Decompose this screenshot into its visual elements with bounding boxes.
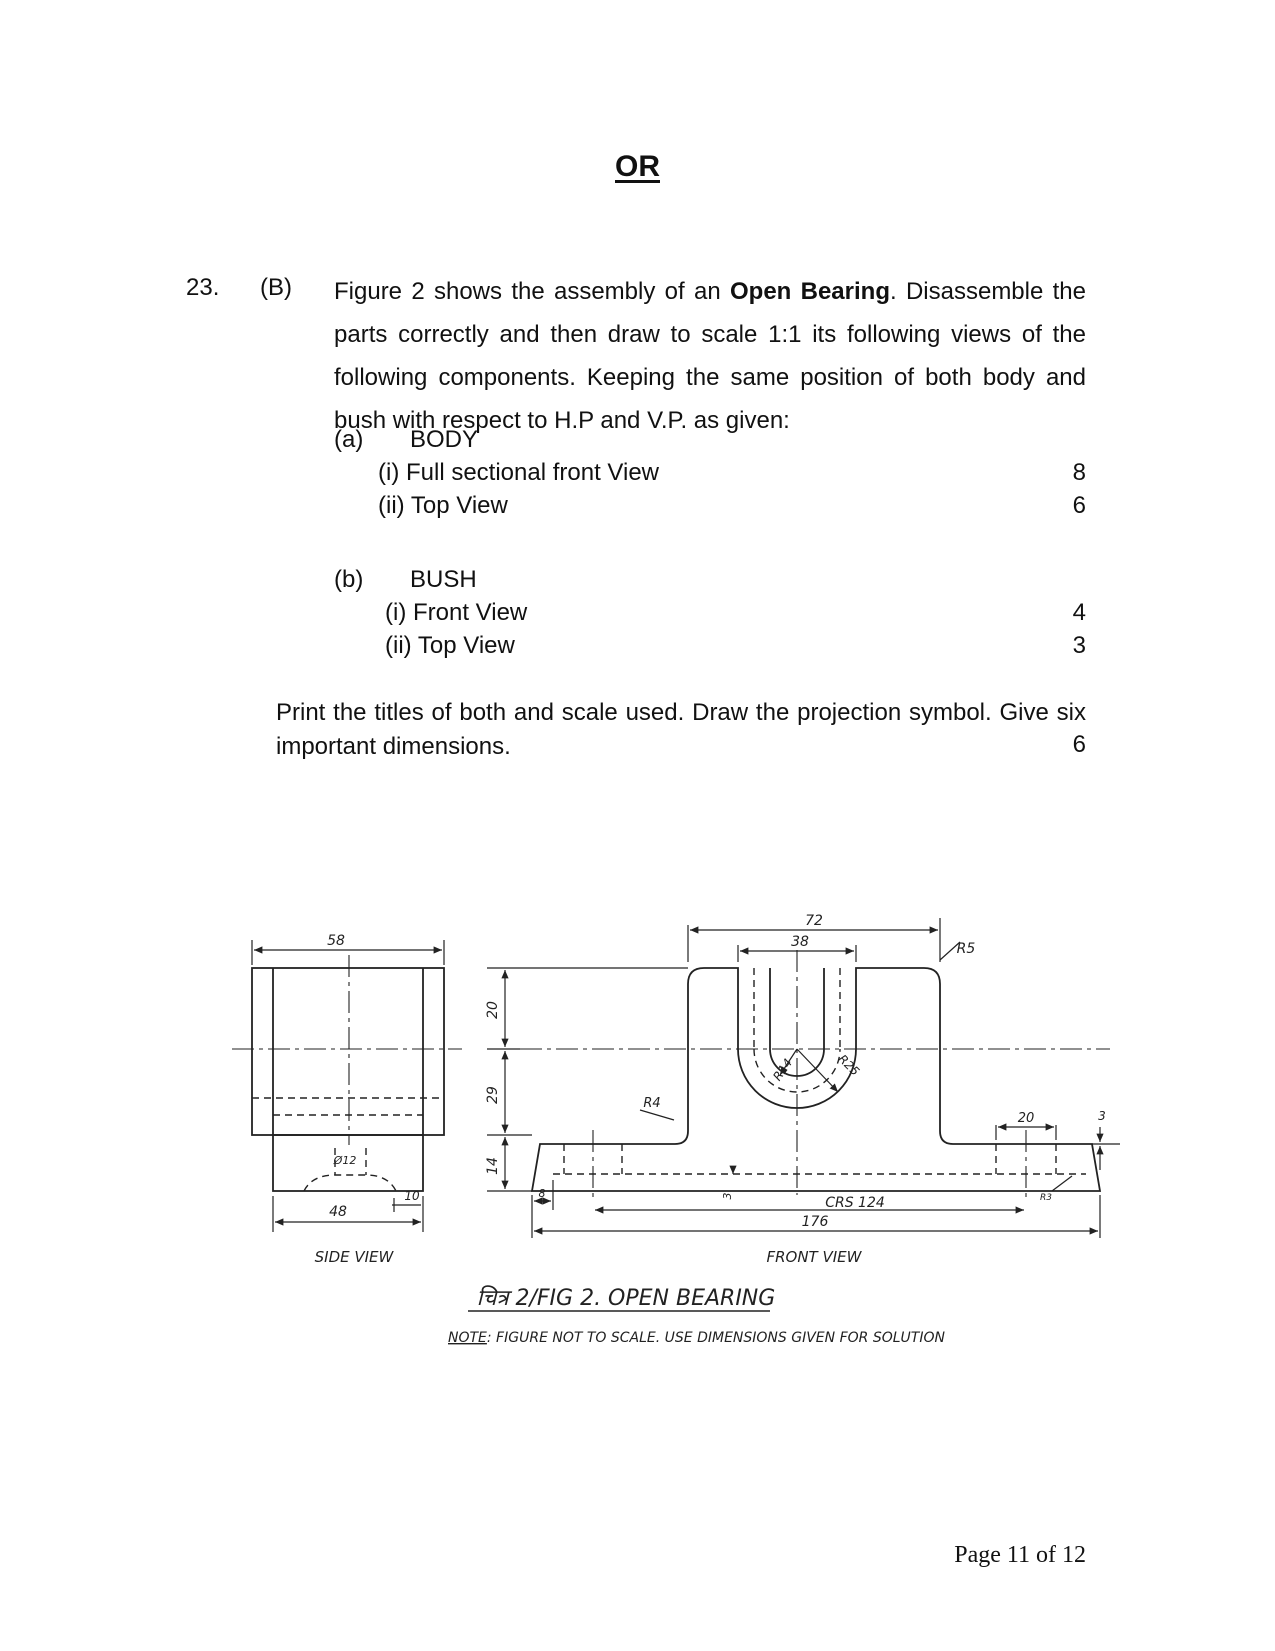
figure-note-text: : FIGURE NOT TO SCALE. USE DIMENSIONS GIVEN FOR SOLUTION [486,1330,945,1346]
item-a-i-marks: 8 [1072,459,1086,486]
radius-r4: R4 [643,1096,661,1111]
page-number: Page 11 of 12 [954,1542,1086,1568]
open-bearing-drawing [0,900,1275,1380]
dim-72: 72 [805,913,823,929]
dim-176: 176 [801,1214,829,1230]
closing-marks: 6 [1072,731,1086,758]
front-view-label: FRONT VIEW [766,1248,862,1266]
dim-crs-124: CRS 124 [825,1195,885,1211]
dim-20-horizontal: 20 [1017,1111,1035,1126]
dim-48: 48 [329,1204,347,1220]
radius-r25: R25 [835,1051,863,1079]
front-view-drawing [487,918,1120,1238]
radius-r14: R14 [770,1056,796,1084]
side-view-labels [315,933,420,1266]
dim-3-base: 3 [721,1192,734,1200]
item-a-label: (a) [334,426,364,453]
figure-note-prefix: NOTE [448,1330,487,1346]
dim-8: 8 [538,1187,546,1200]
item-a-ii: (ii) Top View [378,492,508,519]
dim-14: 14 [485,1157,501,1175]
item-a-title: BODY [410,426,479,453]
or-heading: OR [615,150,660,183]
side-view-drawing [232,940,462,1232]
item-b-i-marks: 4 [1072,599,1086,626]
dim-38: 38 [791,934,809,950]
radius-r3: R3 [1040,1193,1052,1203]
question-part: (B) [260,274,292,301]
figure-caption: चित्र 2/FIG 2. OPEN BEARING [476,1286,776,1311]
figure-caption-group [448,1285,945,1346]
item-a-ii-marks: 6 [1072,492,1086,519]
item-b-ii-marks: 3 [1072,632,1086,659]
figure-note [448,1330,945,1346]
dim-10: 10 [404,1189,420,1203]
intro-text-start: Figure 2 shows the assembly of an [334,278,730,305]
item-b-i: (i) Front View [385,599,528,626]
dim-58: 58 [327,933,345,949]
item-a-i: (i) Full sectional front View [378,459,659,486]
dim-20-vertical: 20 [485,1001,501,1019]
item-b-ii: (ii) Top View [385,632,515,659]
intro-text-end: . Disassemble the parts correctly and then draw to scale 1:1 its following views of the following components. Keeping the same position of both body and bush with respect to H.P and V.P. as given: [334,278,1087,434]
intro-bold-term: Open Bearing [729,278,890,305]
radius-r5: R5 [956,941,976,957]
dim-29: 29 [485,1086,501,1104]
dim-3-right: 3 [1098,1109,1106,1123]
question-intro [334,270,1086,442]
front-view-labels [485,913,1106,1266]
item-b-label: (b) [334,566,364,593]
dim-dia-12: Ø12 [333,1154,357,1167]
item-b-title: BUSH [410,566,477,593]
closing-instructions: Print the titles of both and scale used. Draw the projection symbol. Give six important dimensions. [276,699,1086,760]
side-view-label: SIDE VIEW [314,1248,394,1266]
question-number: 23. [186,274,220,301]
